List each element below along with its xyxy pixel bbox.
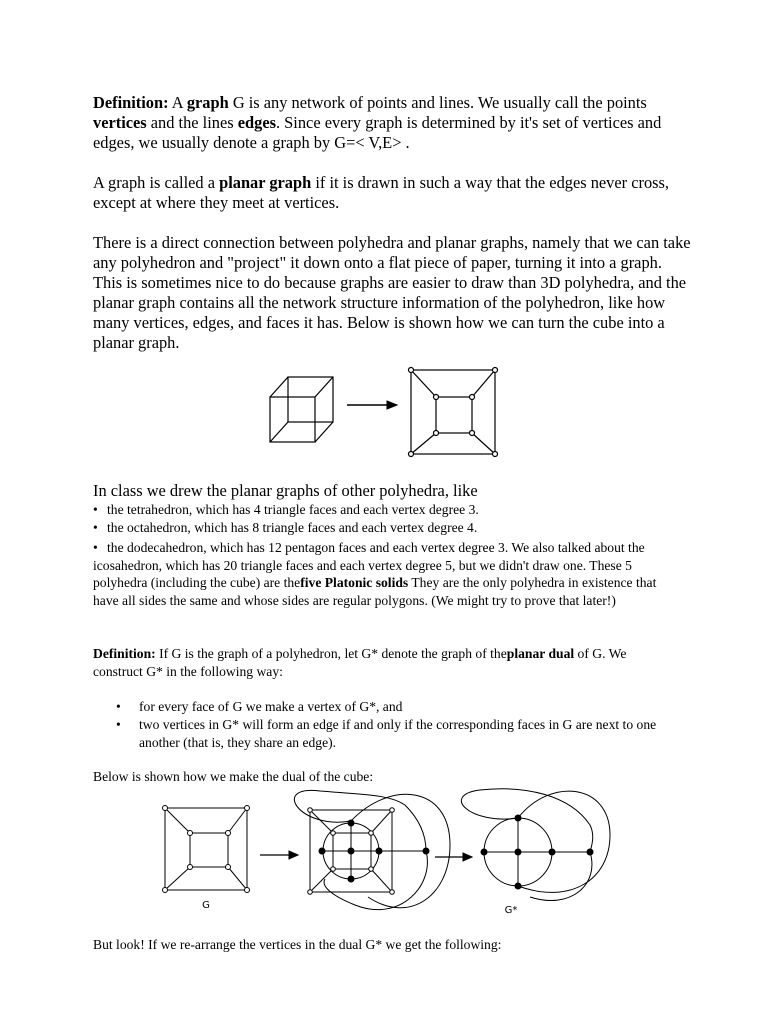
term-planar-dual: planar dual — [506, 646, 575, 661]
bullet-icon: • — [93, 540, 98, 555]
dual-cube-intro: Below is shown how we make the dual of the cube: — [93, 769, 374, 784]
definition-label: Definition: — [93, 93, 169, 112]
cube-to-planar-figure — [265, 365, 515, 460]
term-platonic-solids: five Platonic solids — [300, 575, 409, 590]
arrow-icon — [435, 853, 472, 861]
definition-graph-paragraph: Definition: A graph G is any network of points and lines. We usually call the points vertices and the lines edges. Since every graph is determined by it's set of vertices and edges, we usually denote a graph by G=< V,E> . — [93, 93, 662, 152]
term-planar-graph: planar graph — [219, 173, 312, 192]
planar-graph-paragraph: A graph is called a planar graph if it is drawn in such a way that the edges never cross, except at where they meet at vertices. — [93, 173, 669, 212]
list-item-tetrahedron: • the tetrahedron, which has 4 triangle faces and each vertex degree 3. — [93, 502, 479, 517]
definition-dual-paragraph: Definition: If G is the graph of a polyhedron, let G* denote the graph of theplanar dual of G. We construct G* in the following way: — [93, 646, 627, 679]
arrow-icon — [347, 401, 397, 409]
cube-planar-graph — [409, 368, 498, 457]
label-g-star: G* — [504, 905, 518, 916]
bullet-icon: • — [93, 502, 98, 517]
bullet-icon: • — [116, 717, 121, 732]
definition-label: Definition: — [93, 646, 156, 661]
cube-drawing — [270, 377, 333, 442]
term-edges: edges — [237, 113, 276, 132]
term-graph: graph — [186, 93, 229, 112]
graph-g-with-dual — [294, 790, 450, 909]
bullet-icon: • — [116, 699, 121, 714]
in-class-intro: In class we drew the planar graphs of other polyhedra, like — [93, 481, 478, 500]
graph-g-star — [461, 789, 610, 901]
label-g: G — [202, 900, 210, 911]
arrow-icon — [260, 851, 298, 859]
graph-g — [163, 806, 250, 893]
list-item-octahedron: • the octahedron, which has 8 triangle faces and each vertex degree 4. — [93, 520, 478, 535]
bullet-icon: • — [93, 520, 98, 535]
rearrange-sentence: But look! If we re-arrange the vertices in the dual G* we get the following: — [93, 937, 502, 952]
term-vertices: vertices — [93, 113, 147, 132]
list-item-dodecahedron: • the dodecahedron, which has 12 pentagon faces and each vertex degree 3. We also talked about the icosahedron, which has 20 triangle faces and each vertex degree 5, but we didn't draw one. These 5 polyhedra (including the cube) are thefive Platonic solids They are the only polyhedra in existence that have all sides the same and whose sides are regular polygons. (We might try to prove that later!) — [93, 540, 657, 608]
polyhedra-connection-paragraph: There is a direct connection between polyhedra and planar graphs, namely that we can take any polyhedron and "project" it down onto a flat piece of paper, turning it into a graph. This is sometimes nice to do because graphs are easier to draw than 3D polyhedra, and the planar graph contains all the network structure information of the polyhedron, like how many vertices, edges, and faces it has. Below is shown how we can turn the cube into a planar graph. — [93, 233, 691, 352]
dual-cube-figure — [150, 785, 620, 925]
